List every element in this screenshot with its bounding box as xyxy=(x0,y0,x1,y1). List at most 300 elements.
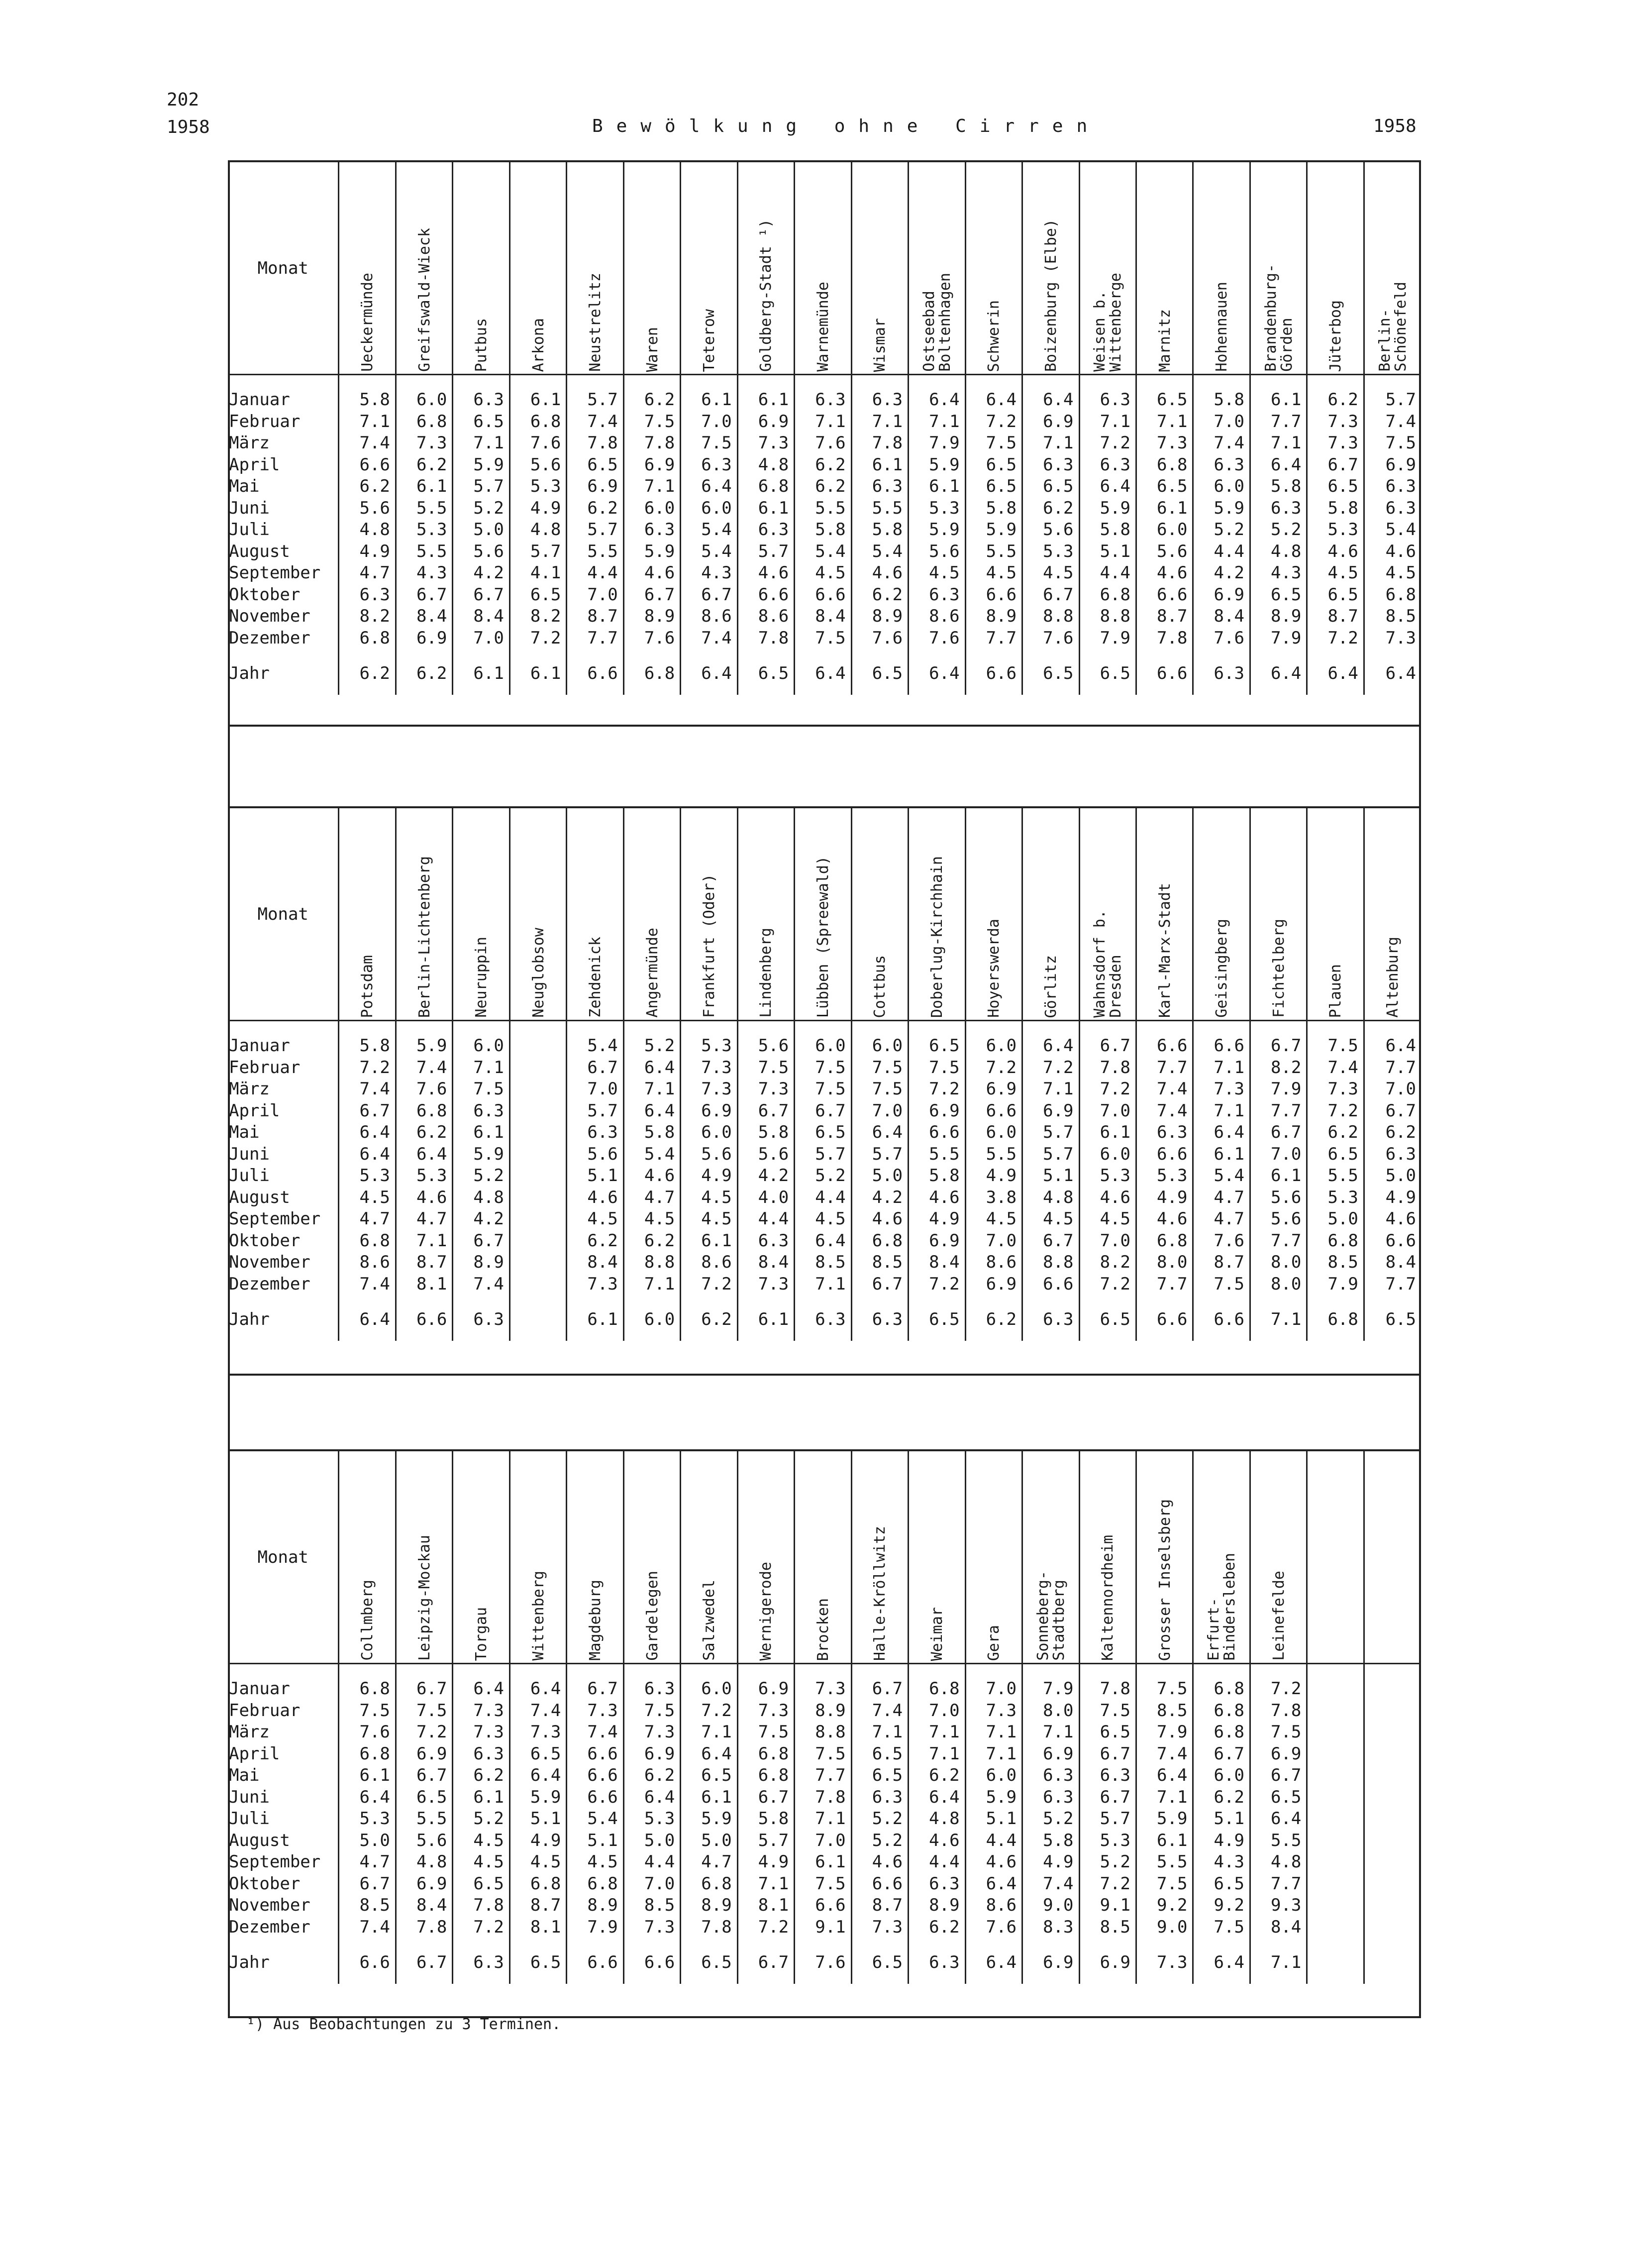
annual-value: 6.6 xyxy=(965,649,1022,695)
year-left: 1958 xyxy=(167,117,210,137)
monthly-value: 6.3 xyxy=(1214,454,1244,475)
annual-value xyxy=(1364,1938,1421,1984)
station-monthly-values xyxy=(681,375,737,649)
monthly-value: 5.6 xyxy=(758,1036,789,1056)
monthly-value: 6.2 xyxy=(1214,1787,1244,1807)
monthly-value: 7.6 xyxy=(1214,1230,1244,1251)
monthly-value: 6.6 xyxy=(986,1100,1017,1121)
month-label: Juni xyxy=(229,1144,270,1164)
monthly-value: 5.9 xyxy=(473,1144,504,1164)
annual-value: 6.6 xyxy=(567,1938,623,1984)
monthly-value xyxy=(1365,1722,1416,1743)
station-name: Wismar xyxy=(871,318,889,372)
month-column-header: Monat xyxy=(228,161,339,375)
annual-value: 6.0 xyxy=(623,1295,680,1341)
monthly-value: 5.7 xyxy=(1100,1809,1130,1829)
monthly-value: 4.3 xyxy=(1270,563,1302,583)
month-label: August xyxy=(229,1187,290,1207)
monthly-value: 8.4 xyxy=(758,1252,789,1272)
monthly-value: 6.4 xyxy=(1214,1122,1244,1142)
station-header xyxy=(509,1450,566,1664)
monthly-value: 5.0 xyxy=(872,1166,903,1186)
monthly-value: 5.7 xyxy=(1043,1122,1074,1142)
monthly-value: 5.8 xyxy=(644,1122,675,1142)
monthly-value: 5.7 xyxy=(758,541,789,561)
monthly-value: 7.5 xyxy=(359,1700,390,1721)
monthly-value: 7.0 xyxy=(1214,411,1244,432)
annual-value: 7.3 xyxy=(1136,1938,1193,1984)
year-right: 1958 xyxy=(1373,116,1417,136)
monthly-value: 7.2 xyxy=(986,1057,1017,1078)
monthly-value: 5.3 xyxy=(1327,520,1358,540)
monthly-value: 7.8 xyxy=(416,1917,447,1937)
station-monthly-values xyxy=(1136,1664,1193,1939)
annual-value: 6.3 xyxy=(851,1295,908,1341)
monthly-value xyxy=(1365,1830,1416,1852)
monthly-value: 6.9 xyxy=(416,1873,447,1894)
monthly-value: 5.9 xyxy=(530,1787,561,1807)
monthly-value: 7.3 xyxy=(1157,433,1188,453)
station-name: Leinefelde xyxy=(1270,1571,1288,1661)
monthly-value: 6.6 xyxy=(1157,584,1188,605)
monthly-value: 6.1 xyxy=(1270,1166,1302,1186)
month-label: Oktober xyxy=(229,1873,301,1894)
monthly-value: 5.3 xyxy=(416,520,447,540)
monthly-value: 5.4 xyxy=(1385,520,1416,540)
monthly-value xyxy=(1308,1851,1358,1873)
month-label: November xyxy=(229,1252,310,1272)
monthly-value: 6.2 xyxy=(929,1917,960,1937)
monthly-value: 4.7 xyxy=(416,1209,447,1229)
monthly-value: 7.1 xyxy=(1214,1057,1244,1078)
monthly-value: 4.9 xyxy=(758,1852,789,1872)
monthly-value: 6.5 xyxy=(872,1743,903,1764)
station-name: Lindenberg xyxy=(757,928,775,1018)
monthly-value: 4.2 xyxy=(758,1166,789,1186)
monthly-value: 7.2 xyxy=(986,411,1017,432)
monthly-value: 5.2 xyxy=(473,1809,504,1829)
monthly-value: 7.0 xyxy=(929,1700,960,1721)
monthly-value: 6.2 xyxy=(416,454,447,475)
station-header xyxy=(965,807,1022,1021)
station-monthly-values xyxy=(509,1664,566,1939)
monthly-value: 7.8 xyxy=(701,1917,732,1937)
monthly-value: 7.7 xyxy=(1270,411,1302,432)
monthly-value: 5.0 xyxy=(1385,1166,1416,1186)
monthly-value: 6.1 xyxy=(701,1230,732,1251)
monthly-value: 5.3 xyxy=(1327,1187,1358,1207)
monthly-value: 9.2 xyxy=(1157,1895,1188,1915)
monthly-value: 4.3 xyxy=(416,563,447,583)
monthly-value: 6.7 xyxy=(1270,1036,1302,1056)
monthly-value: 4.9 xyxy=(929,1209,960,1229)
station-monthly-values xyxy=(509,1021,566,1296)
monthly-value xyxy=(510,1187,561,1209)
monthly-value: 6.3 xyxy=(929,1873,960,1894)
station-monthly-values xyxy=(396,1664,452,1939)
monthly-value: 6.2 xyxy=(872,584,903,605)
monthly-value: 6.4 xyxy=(701,1743,732,1764)
monthly-value: 4.3 xyxy=(701,563,732,583)
monthly-value: 6.1 xyxy=(758,390,789,410)
monthly-value: 7.4 xyxy=(1214,433,1244,453)
annual-value: 6.6 xyxy=(1136,1295,1193,1341)
monthly-value: 4.6 xyxy=(758,563,789,583)
monthly-value: 7.5 xyxy=(1157,1679,1188,1699)
monthly-value: 7.7 xyxy=(1157,1274,1188,1294)
monthly-value: 6.8 xyxy=(1327,1230,1358,1251)
monthly-value: 7.5 xyxy=(872,1079,903,1099)
station-header xyxy=(851,161,908,375)
monthly-value: 4.8 xyxy=(1043,1187,1074,1207)
monthly-value: 8.8 xyxy=(1100,606,1130,626)
monthly-value: 7.5 xyxy=(473,1079,504,1099)
monthly-value: 5.8 xyxy=(1100,520,1130,540)
monthly-value: 8.4 xyxy=(587,1252,618,1272)
monthly-value: 6.2 xyxy=(644,390,675,410)
monthly-value: 4.6 xyxy=(929,1830,960,1850)
station-header xyxy=(795,1450,851,1664)
monthly-value: 5.6 xyxy=(587,1144,618,1164)
monthly-value: 6.2 xyxy=(644,1765,675,1785)
monthly-value: 6.7 xyxy=(1214,1743,1244,1764)
monthly-value: 5.1 xyxy=(1214,1809,1244,1829)
monthly-value: 7.2 xyxy=(1100,1079,1130,1099)
monthly-value: 6.7 xyxy=(815,1100,846,1121)
annual-value: 7.1 xyxy=(1250,1938,1307,1984)
monthly-value: 7.1 xyxy=(1100,411,1130,432)
monthly-value: 4.7 xyxy=(359,563,390,583)
monthly-value xyxy=(1365,1743,1416,1765)
monthly-value: 6.0 xyxy=(815,1036,846,1056)
monthly-value xyxy=(510,1035,561,1057)
monthly-value: 7.3 xyxy=(1385,628,1416,648)
station-header xyxy=(1193,807,1250,1021)
station-name: Putbus xyxy=(473,318,491,372)
station-monthly-values xyxy=(1022,1021,1079,1296)
station-monthly-values xyxy=(453,1664,509,1939)
monthly-value: 5.4 xyxy=(815,541,846,561)
monthly-value: 6.0 xyxy=(872,1036,903,1056)
monthly-value: 6.8 xyxy=(530,1873,561,1894)
monthly-value: 9.3 xyxy=(1270,1895,1302,1915)
station-name: Wernigerode xyxy=(757,1562,775,1661)
month-labels xyxy=(228,1021,339,1296)
monthly-value: 7.0 xyxy=(872,1100,903,1121)
monthly-value: 5.2 xyxy=(1100,1852,1130,1872)
station-monthly-values xyxy=(965,1021,1022,1296)
monthly-value: 7.5 xyxy=(1100,1700,1130,1721)
station-monthly-values xyxy=(965,1664,1022,1939)
station-header xyxy=(453,1450,509,1664)
station-header xyxy=(339,1450,396,1664)
monthly-value: 6.9 xyxy=(1214,584,1244,605)
station-monthly-values xyxy=(795,1664,851,1939)
monthly-value: 7.0 xyxy=(815,1830,846,1850)
monthly-value: 6.0 xyxy=(473,1036,504,1056)
monthly-value: 7.1 xyxy=(872,411,903,432)
monthly-value: 5.1 xyxy=(587,1830,618,1850)
monthly-value: 4.9 xyxy=(530,498,561,518)
annual-value: 6.5 xyxy=(681,1938,737,1984)
monthly-value: 4.8 xyxy=(530,520,561,540)
monthly-value: 6.1 xyxy=(872,454,903,475)
station-monthly-values xyxy=(1136,375,1193,649)
monthly-value: 6.2 xyxy=(1327,390,1358,410)
monthly-value: 6.3 xyxy=(872,390,903,410)
monthly-value: 6.5 xyxy=(815,1122,846,1142)
monthly-value: 6.5 xyxy=(986,454,1017,475)
monthly-value: 7.1 xyxy=(815,1274,846,1294)
annual-value: 6.4 xyxy=(339,1295,396,1341)
monthly-value xyxy=(1308,1917,1358,1939)
monthly-value: 6.5 xyxy=(530,584,561,605)
monthly-value: 7.3 xyxy=(815,1679,846,1699)
station-header xyxy=(339,161,396,375)
station-monthly-values xyxy=(453,1021,509,1296)
annual-value: 6.2 xyxy=(965,1295,1022,1341)
monthly-value: 7.1 xyxy=(815,411,846,432)
monthly-value: 5.5 xyxy=(1327,1166,1358,1186)
monthly-value: 5.5 xyxy=(986,1144,1017,1164)
monthly-value: 8.1 xyxy=(758,1895,789,1915)
station-monthly-values xyxy=(737,375,794,649)
station-name: Grosser Inselsberg xyxy=(1156,1499,1174,1661)
station-header xyxy=(396,807,452,1021)
monthly-value: 5.3 xyxy=(644,1809,675,1829)
station-name: Weisen b. Wittenberge xyxy=(1091,273,1125,372)
monthly-value: 6.9 xyxy=(986,1274,1017,1294)
station-header xyxy=(1307,807,1364,1021)
monthly-value: 6.3 xyxy=(1100,390,1130,410)
monthly-value: 7.7 xyxy=(587,628,618,648)
monthly-value: 6.9 xyxy=(929,1100,960,1121)
monthly-value: 7.7 xyxy=(1270,1873,1302,1894)
monthly-value: 5.5 xyxy=(416,498,447,518)
monthly-value: 4.5 xyxy=(644,1209,675,1229)
monthly-value: 7.1 xyxy=(929,1743,960,1764)
monthly-value: 8.9 xyxy=(929,1895,960,1915)
monthly-value: 8.2 xyxy=(1270,1057,1302,1078)
monthly-value: 4.2 xyxy=(872,1187,903,1207)
station-name: Frankfurt (Oder) xyxy=(700,874,718,1018)
monthly-value: 6.4 xyxy=(359,1144,390,1164)
block-separator xyxy=(228,1374,1421,1376)
monthly-value: 7.8 xyxy=(473,1895,504,1915)
monthly-value: 6.4 xyxy=(986,390,1017,410)
station-header xyxy=(453,161,509,375)
monthly-value: 8.6 xyxy=(359,1252,390,1272)
station-header xyxy=(339,807,396,1021)
monthly-value: 6.8 xyxy=(1157,1230,1188,1251)
monthly-value: 6.2 xyxy=(473,1765,504,1785)
monthly-value: 4.8 xyxy=(359,520,390,540)
monthly-value: 6.7 xyxy=(872,1274,903,1294)
station-header xyxy=(567,807,623,1021)
station-name: Waren xyxy=(643,326,661,372)
monthly-value: 4.7 xyxy=(1214,1187,1244,1207)
monthly-value: 6.1 xyxy=(929,476,960,496)
monthly-value: 5.6 xyxy=(1270,1187,1302,1207)
monthly-value: 6.1 xyxy=(1270,390,1302,410)
monthly-value: 6.3 xyxy=(872,476,903,496)
annual-value: 6.3 xyxy=(1193,649,1250,695)
monthly-value xyxy=(510,1274,561,1296)
annual-value: 6.7 xyxy=(737,1938,794,1984)
monthly-value: 7.4 xyxy=(587,411,618,432)
station-monthly-values xyxy=(909,1021,965,1296)
monthly-value: 5.7 xyxy=(587,1100,618,1121)
monthly-value: 6.2 xyxy=(416,1122,447,1142)
monthly-value xyxy=(510,1165,561,1187)
monthly-value: 4.6 xyxy=(644,563,675,583)
monthly-value: 6.2 xyxy=(1043,498,1074,518)
monthly-value: 6.9 xyxy=(416,628,447,648)
monthly-value: 7.1 xyxy=(359,411,390,432)
monthly-value: 5.5 xyxy=(587,541,618,561)
monthly-value: 7.4 xyxy=(1385,411,1416,432)
month-label: September xyxy=(229,1852,321,1872)
station-name: Neuruppin xyxy=(473,937,491,1018)
station-name: Gera xyxy=(985,1624,1003,1661)
monthly-value: 8.6 xyxy=(758,606,789,626)
monthly-value: 8.8 xyxy=(1043,1252,1074,1272)
monthly-value: 6.0 xyxy=(986,1765,1017,1785)
station-name: Goldberg-Stadt ¹) xyxy=(757,218,775,372)
monthly-value: 7.4 xyxy=(359,433,390,453)
monthly-value: 6.8 xyxy=(758,476,789,496)
monthly-value: 5.5 xyxy=(1270,1830,1302,1850)
station-header xyxy=(965,161,1022,375)
station-monthly-values xyxy=(396,1021,452,1296)
monthly-value: 7.1 xyxy=(1043,433,1074,453)
monthly-value: 8.6 xyxy=(701,1252,732,1272)
station-header xyxy=(509,161,566,375)
station-header xyxy=(1079,807,1136,1021)
monthly-value: 7.3 xyxy=(587,1700,618,1721)
monthly-value: 7.4 xyxy=(1157,1079,1188,1099)
monthly-value: 6.3 xyxy=(644,1679,675,1699)
monthly-value: 6.6 xyxy=(1157,1036,1188,1056)
station-name: Jüterbog xyxy=(1327,300,1345,372)
station-header xyxy=(1193,1450,1250,1664)
monthly-value: 5.4 xyxy=(701,520,732,540)
monthly-value: 6.9 xyxy=(1043,1100,1074,1121)
monthly-value: 9.1 xyxy=(815,1917,846,1937)
monthly-value: 6.9 xyxy=(1270,1743,1302,1764)
station-name: Leipzig-Mockau xyxy=(415,1535,433,1661)
footnote: ¹) Aus Beobachtungen zu 3 Terminen. xyxy=(246,2016,561,2033)
station-header xyxy=(737,807,794,1021)
monthly-value: 6.1 xyxy=(1157,1830,1188,1850)
monthly-value: 7.9 xyxy=(1100,628,1130,648)
monthly-value: 6.2 xyxy=(359,476,390,496)
monthly-value xyxy=(510,1144,561,1166)
annual-value: 6.9 xyxy=(1079,1938,1136,1984)
monthly-value: 7.4 xyxy=(416,1057,447,1078)
station-name xyxy=(1335,1658,1336,1661)
monthly-value: 5.7 xyxy=(587,520,618,540)
monthly-value: 6.5 xyxy=(701,1765,732,1785)
monthly-value: 6.2 xyxy=(929,1765,960,1785)
monthly-value: 4.5 xyxy=(587,1209,618,1229)
monthly-value: 5.1 xyxy=(986,1809,1017,1829)
monthly-value: 6.3 xyxy=(1385,476,1416,496)
station-name: Karl-Marx-Stadt xyxy=(1156,883,1174,1018)
monthly-value xyxy=(510,1100,561,1122)
monthly-value: 8.4 xyxy=(1270,1917,1302,1937)
monthly-value: 5.8 xyxy=(1043,1830,1074,1850)
monthly-value: 5.9 xyxy=(986,520,1017,540)
monthly-value: 7.0 xyxy=(473,628,504,648)
monthly-value: 5.0 xyxy=(1327,1209,1358,1229)
monthly-value: 7.2 xyxy=(1100,433,1130,453)
monthly-value xyxy=(1365,1895,1416,1917)
station-header xyxy=(909,161,965,375)
station-name: Hohennauen xyxy=(1213,282,1231,372)
station-name: Neuglobsow xyxy=(529,928,547,1018)
annual-label: Jahr xyxy=(229,663,270,683)
monthly-value xyxy=(510,1230,561,1252)
month-label: August xyxy=(229,1830,290,1850)
monthly-value: 4.5 xyxy=(701,1209,732,1229)
monthly-value: 4.5 xyxy=(1100,1209,1130,1229)
monthly-value: 5.8 xyxy=(929,1166,960,1186)
monthly-value: 5.7 xyxy=(815,1144,846,1164)
monthly-value: 7.1 xyxy=(1043,1722,1074,1742)
monthly-values-row xyxy=(228,1664,1421,1939)
cloud-cover-table xyxy=(228,806,1421,1341)
monthly-value: 6.6 xyxy=(359,454,390,475)
monthly-value: 7.0 xyxy=(701,411,732,432)
station-monthly-values xyxy=(567,1664,623,1939)
month-label: Juli xyxy=(229,1809,270,1829)
monthly-value: 4.6 xyxy=(929,1187,960,1207)
month-label: Januar xyxy=(229,1679,290,1699)
monthly-value: 6.4 xyxy=(530,1765,561,1785)
monthly-value xyxy=(1365,1765,1416,1787)
monthly-value: 6.8 xyxy=(530,411,561,432)
station-monthly-values xyxy=(623,375,680,649)
monthly-value: 7.5 xyxy=(986,433,1017,453)
monthly-value: 7.8 xyxy=(644,433,675,453)
monthly-value: 6.7 xyxy=(1100,1036,1130,1056)
station-monthly-values xyxy=(623,1021,680,1296)
month-label: März xyxy=(229,433,270,453)
monthly-values-row xyxy=(228,375,1421,649)
station-monthly-values xyxy=(1250,375,1307,649)
monthly-value: 4.6 xyxy=(1385,541,1416,561)
monthly-value: 6.8 xyxy=(359,1230,390,1251)
monthly-value: 5.4 xyxy=(701,541,732,561)
station-name: Erfurt- Bindersleben xyxy=(1205,1553,1239,1661)
monthly-value: 6.8 xyxy=(1214,1679,1244,1699)
monthly-value: 4.6 xyxy=(1385,1209,1416,1229)
monthly-value: 7.1 xyxy=(986,1722,1017,1742)
monthly-value: 7.5 xyxy=(758,1057,789,1078)
monthly-value: 6.7 xyxy=(1043,584,1074,605)
monthly-value: 5.9 xyxy=(701,1809,732,1829)
monthly-value: 7.0 xyxy=(986,1679,1017,1699)
annual-value: 6.6 xyxy=(567,649,623,695)
month-label: November xyxy=(229,606,310,626)
monthly-value: 7.4 xyxy=(1043,1873,1074,1894)
monthly-value: 6.6 xyxy=(929,1122,960,1142)
month-label: November xyxy=(229,1895,310,1915)
monthly-value: 7.0 xyxy=(587,584,618,605)
monthly-value: 6.9 xyxy=(416,1743,447,1764)
monthly-value: 6.5 xyxy=(473,1873,504,1894)
